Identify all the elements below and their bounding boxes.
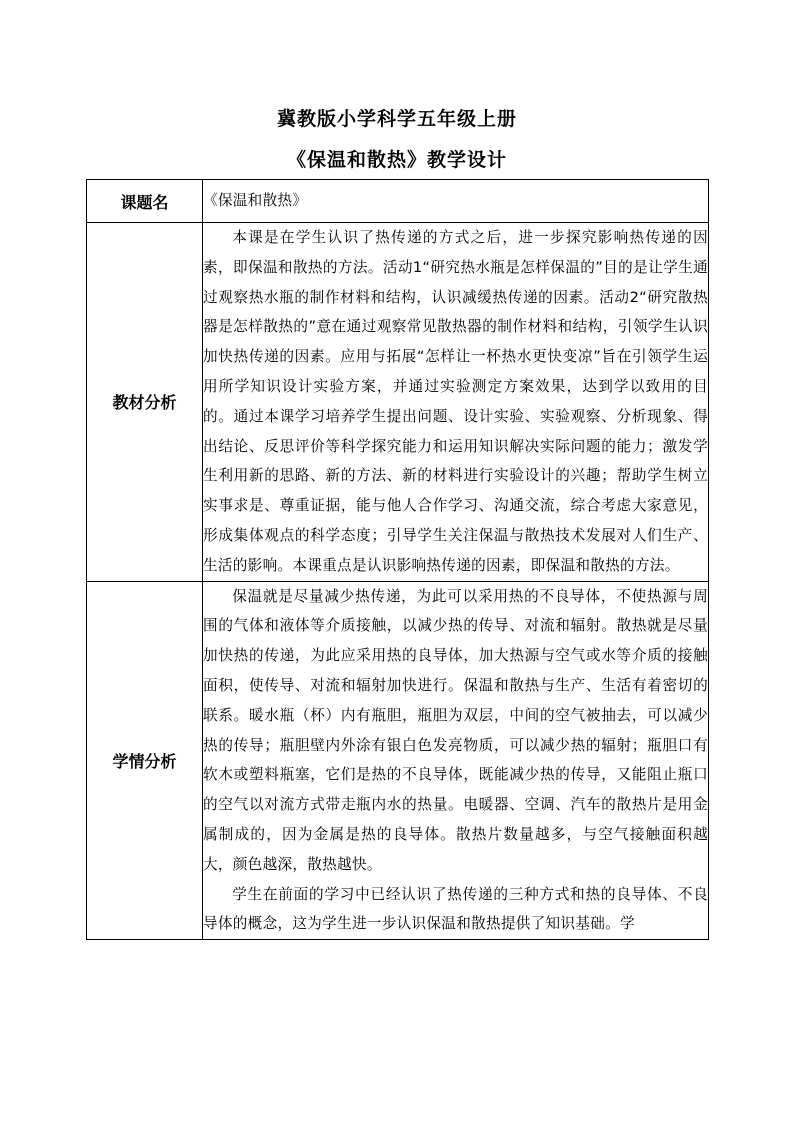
- material-analysis-label: 教材分析: [87, 223, 203, 582]
- student-analysis-paragraph-1: 保温就是尽量减少热传递，为此可以采用热的不良导体，不使热源与周围的气体和液体等介质接触，以减少热的传导、对流和辐射。散热就是尽量加快热的传递，为此应采用热的良导体，加大热源与空气或水等介质的接触面积，使传导、对流和辐射加快进行。保温和散热与生产、生活有着密切的联系。暖水瓶（杯）内有瓶胆，瓶胆为双层，中间的空气被抽去，可以减少热的传导；瓶胆壁内外涂有银白色发亮物质，可以减少热的辐射；瓶胆口有软木或塑料瓶塞，它们是热的不良导体，既能减少热的传导，又能阻止瓶口的空气以对流方式带走瓶内水的热量。电暖器、空调、汽车的散热片是用金属制成的，因为金属是热的良导体。散热片数量越多，与空气接触面积越大，颜色越深，散热越快。: [203, 587, 708, 873]
- material-analysis-paragraph: 本课是在学生认识了热传递的方式之后，进一步探究影响热传递的因素，即保温和散热的方法。活动1“研究热水瓶是怎样保温的”目的是让学生通过观察热水瓶的制作材料和结构，认识减缓热传递的因素。活动2“研究散热器是怎样散热的”意在通过观察常见散热器的制作材料和结构，引领学生认识加快热传递的因素。应用与拓展“怎样让一杯热水更快变凉”旨在引领学生运用所学知识设计实验方案，并通过实验测定方案效果，达到学以致用的目的。通过本课学习培养学生提出问题、设计实验、实验观察、分析现象、得出结论、反思评价等科学探究能力和运用知识解决实际问题的能力；激发学生利用新的思路、新的方法、新的材料进行实验设计的兴趣；帮助学生树立实事求是、尊重证据，能与他人合作学习、沟通交流，综合考虑大家意见，形成集体观点的科学态度；引导学生关注保温与散热技术发展对人们生产、生活的影响。本课重点是认识影响热传递的因素，即保温和散热的方法。: [203, 229, 708, 574]
- table-row-material-analysis: [87, 223, 709, 582]
- material-analysis-content: [203, 223, 709, 582]
- topic-value: [203, 180, 709, 223]
- document-title-line1: 冀教版小学科学五年级上册: [276, 108, 517, 130]
- student-analysis-content: [203, 581, 709, 940]
- student-analysis-label: 学情分析: [87, 581, 203, 940]
- topic-text: 《保温和散热》: [203, 192, 308, 210]
- table-row-student-analysis: [87, 581, 709, 940]
- topic-label: 课题名: [87, 180, 203, 223]
- student-analysis-paragraph-2: 学生在前面的学习中已经认识了热传递的三种方式和热的良导体、不良导体的概念，这为学生进一步认识保温和散热提供了知识基础。学: [203, 885, 708, 933]
- document-title-line2: 《保温和散热》教学设计: [286, 149, 507, 171]
- table-row-topic: [87, 180, 709, 223]
- lesson-design-table: [86, 179, 709, 940]
